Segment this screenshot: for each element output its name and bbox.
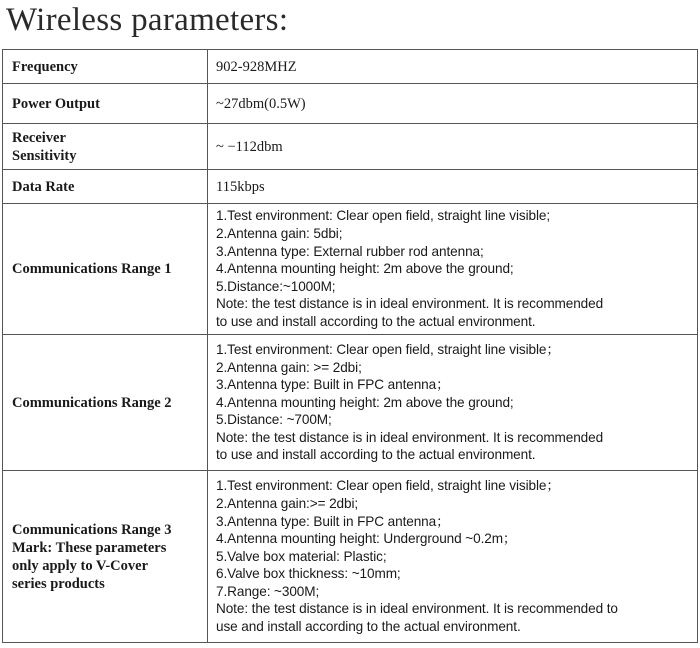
table-row-communications-range-2 [3,335,698,471]
value-line: 6.Valve box thickness: ~10mm; [216,566,401,582]
row-label-frequency [3,50,208,84]
value-line: 5.Distance:~1000M; [216,278,336,294]
value-line: 5.Valve box material: Plastic; [216,548,387,564]
label-line: Receiver [12,129,66,146]
table-row-communications-range-3 [3,471,698,643]
value-line: 3.Antenna type: External rubber rod antenna; [216,243,484,259]
table-row-data-rate [3,170,698,204]
row-value-communications-range-2 [208,335,698,471]
label-line: Sensitivity [12,147,77,164]
row-label-power-output [3,84,208,124]
row-label-communications-range-2 [3,335,208,471]
table-row-communications-range-1 [3,204,698,335]
value-line: 2.Antenna gain:>= 2dbi; [216,495,359,511]
value-line: 4.Antenna mounting height: Underground ~0.2m； [216,531,517,547]
label-line: Communications Range 1 [12,261,172,277]
page-title: Wireless parameters: [6,2,289,38]
label-line: series products [12,575,105,592]
label-line: Communications Range 3 [12,521,172,538]
row-value-frequency [208,50,698,84]
row-value-power-output [208,84,698,124]
value-line: Note: the test distance is in ideal environment. It is recommended to [216,601,618,617]
value-line: 2.Antenna gain: 5dbi; [216,226,343,242]
value-line: use and install according to the actual environment. [216,619,521,635]
value-line: 4.Antenna mounting height: 2m above the ground; [216,261,514,277]
value-line: 1.Test environment: Clear open field, straight line visible； [216,478,560,494]
row-value-communications-range-1 [208,204,698,335]
row-label-communications-range-3 [3,471,208,643]
table-row-frequency [3,50,698,84]
label-line: Mark: These parameters [12,539,167,556]
value-line: 3.Antenna type: Built in FPC antenna； [216,513,450,529]
value-line: ~ −112dbm [216,138,283,155]
value-line: Note: the test distance is in ideal environment. It is recommended [216,296,604,312]
value-line: to use and install according to the actual environment. [216,447,536,463]
value-line: 2.Antenna gain: >= 2dbi; [216,359,362,375]
value-line: ~27dbm(0.5W) [216,95,306,112]
row-label-communications-range-1 [3,204,208,335]
label-line: Data Rate [12,178,75,195]
value-line: 902-928MHZ [216,58,297,75]
label-line: only apply to V-Cover [12,557,149,574]
row-value-communications-range-3 [208,471,698,643]
value-line: 1.Test environment: Clear open field, straight line visible; [216,208,551,224]
value-line: 7.Range: ~300M; [216,583,320,599]
row-label-data-rate [3,170,208,204]
row-label-receiver-sensitivity [3,124,208,170]
table-row-receiver-sensitivity [3,124,698,170]
row-value-data-rate [208,170,698,204]
value-line: 5.Distance: ~700M; [216,412,332,428]
value-line: 115kbps [216,178,265,195]
label-line: Communications Range 2 [12,394,172,411]
label-line: Power Output [12,95,100,112]
table-row-power-output [3,84,698,124]
value-line: to use and install according to the actual environment. [216,313,536,329]
value-line: Note: the test distance is in ideal environment. It is recommended [216,429,604,445]
value-line: 3.Antenna type: Built in FPC antenna； [216,377,450,393]
parameters-table [2,49,698,643]
label-line: Frequency [12,58,78,75]
row-value-receiver-sensitivity [208,124,698,170]
value-line: 1.Test environment: Clear open field, straight line visible； [216,341,560,357]
value-line: 4.Antenna mounting height: 2m above the ground; [216,394,514,410]
